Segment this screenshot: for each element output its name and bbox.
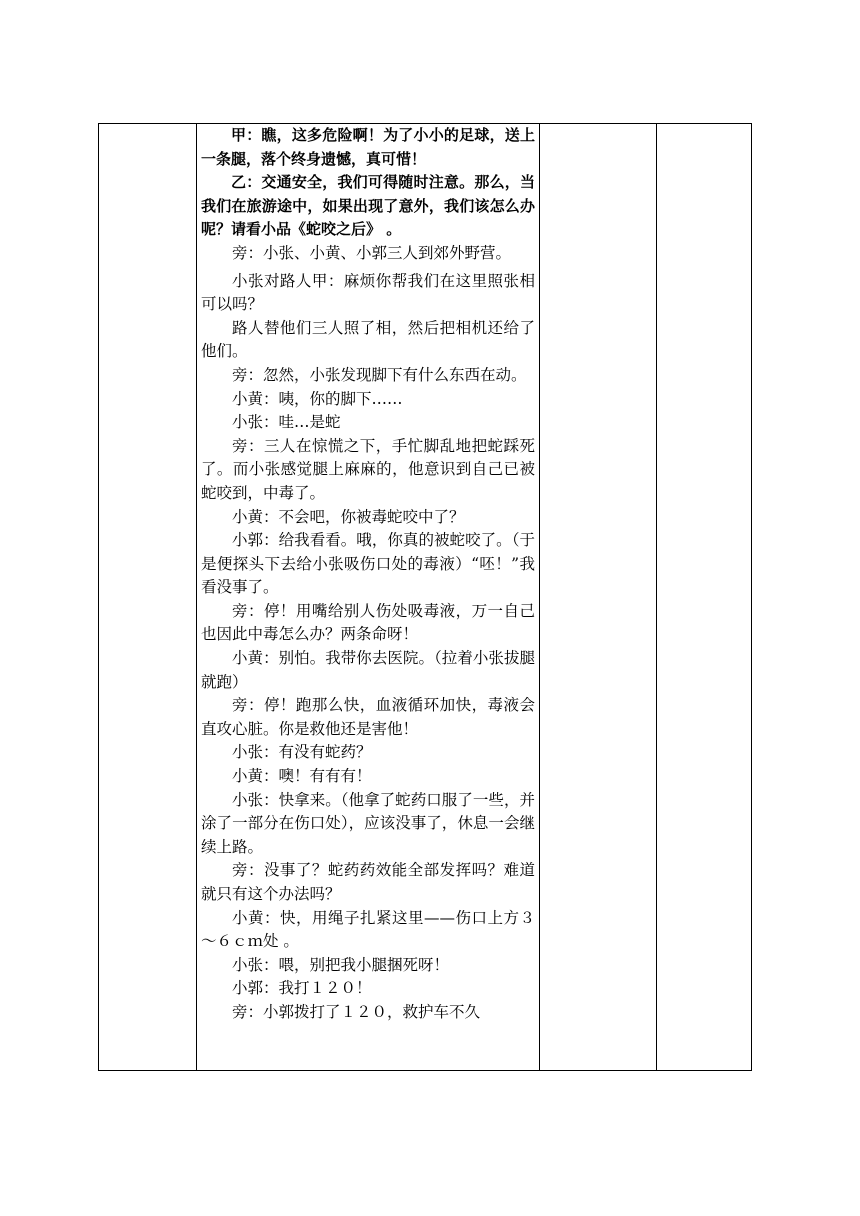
script-line: 小黄：快，用绳子扎紧这里——伤口上方３～６ｃｍ处 。 — [201, 908, 535, 951]
script-line: 旁：停！跑那么快，血液循环加快，毒液会直攻心脏。你是救他还是害他！ — [201, 696, 535, 738]
empty-cell-notes — [540, 124, 657, 1071]
script-cell — [197, 124, 540, 1071]
script-line: 小张：哇…是蛇 — [232, 413, 341, 432]
script-line: 路人替他们三人照了相，然后把相机还给了他们。 — [201, 318, 535, 361]
script-line: 乙：交通安全，我们可得随时注意。那么，当我们在旅游途中，如果出现了意外，我们该怎么办呢？请看小品《蛇咬之后》 。 — [201, 173, 535, 239]
script-line: 小张对路人甲：麻烦你帮我们在这里照张相可以吗？ — [201, 271, 535, 314]
script-line: 旁：没事了？蛇药药效能全部发挥吗？难道就只有这个办法吗？ — [201, 861, 535, 903]
script-line: 小黄：不会吧，你被毒蛇咬中了？ — [232, 507, 465, 526]
script-line: 小黄：咦，你的脚下…… — [232, 389, 403, 408]
script-line: 小张：喂，别把我小腿捆死呀！ — [232, 955, 450, 974]
script-line: 旁：小张、小黄、小郭三人到郊外野营。 — [232, 243, 512, 262]
empty-cell-left — [99, 124, 197, 1071]
script-text — [201, 124, 535, 1070]
script-line: 小张：有没有蛇药？ — [232, 743, 372, 762]
script-line: 小郭：我打１２０！ — [232, 979, 372, 998]
script-line: 小郭：给我看看。哦，你真的被蛇咬了。（于是便探头下去给小张吸伤口处的毒液）“呸！”我看没事了。 — [201, 531, 535, 597]
script-line: 旁：三人在惊慌之下，手忙脚乱地把蛇踩死了。而小张感觉腿上麻麻的，他意识到自己已被蛇咬到，中毒了。 — [201, 436, 535, 502]
script-line: 小黄：别怕。我带你去医院。（拉着小张拔腿就跑） — [201, 649, 535, 691]
empty-cell-right — [657, 124, 752, 1071]
script-line: 旁：停！用嘴给别人伤处吸毒液，万一自己也因此中毒怎么办？两条命呀！ — [201, 601, 535, 644]
lesson-table — [98, 123, 752, 1071]
script-line: 旁：小郭拨打了１２０，救护车不久 — [232, 1002, 481, 1021]
script-line: 小黄：噢！有有有！ — [232, 767, 372, 786]
script-line: 旁：忽然，小张发现脚下有什么东西在动。 — [232, 365, 527, 384]
script-line: 小张：快拿来。（他拿了蛇药口服了一些，并涂了一部分在伤口处），应该没事了，休息一会继续上路。 — [201, 790, 535, 856]
table-row — [99, 124, 752, 1071]
script-line: 甲：瞧，这多危险啊！为了小小的足球，送上一条腿，落个终身遗憾，真可惜！ — [201, 126, 535, 168]
